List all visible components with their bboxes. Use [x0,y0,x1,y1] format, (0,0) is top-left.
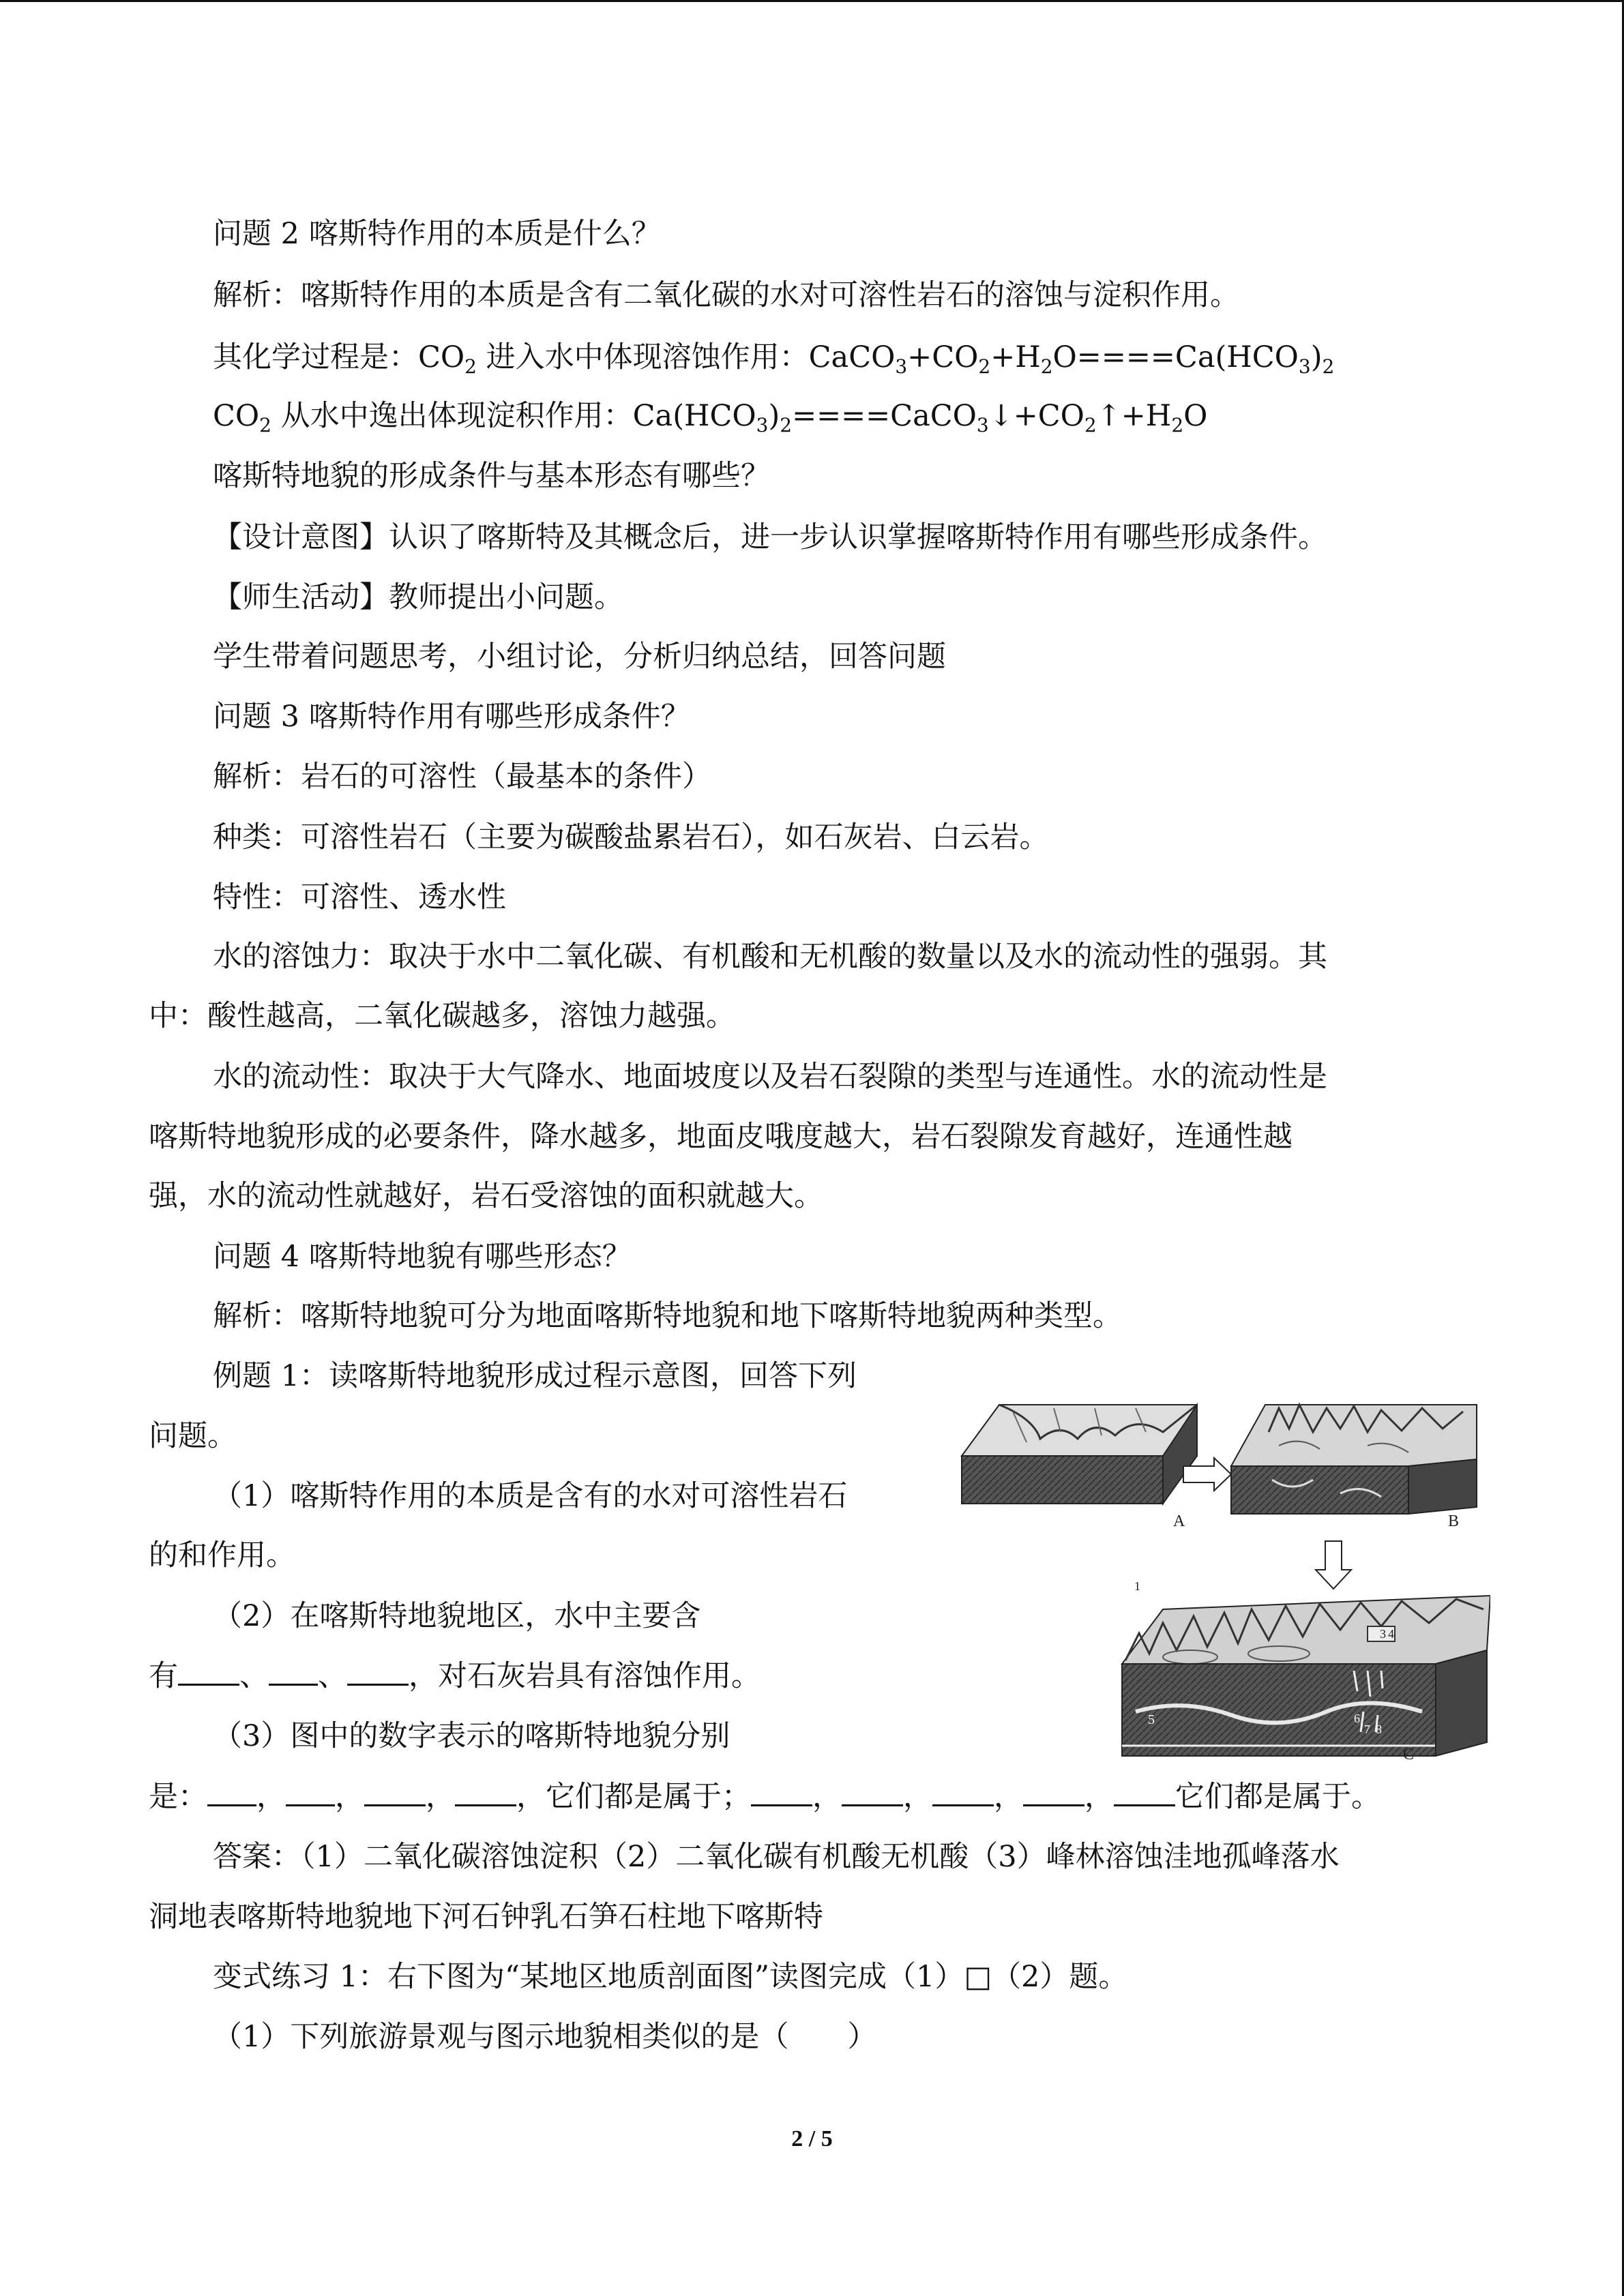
block-b-diagram [1231,1405,1477,1514]
example-1-question-3a: （3）图中的数字表示的喀斯特地貌分别 [213,1719,730,1753]
answer-blank [269,1659,318,1686]
example-1-question-2b: 有 、 、 ，对石灰岩具有溶蚀作用。 [149,1659,761,1693]
answer-blank [932,1780,994,1806]
marker-5: 5 [1148,1712,1155,1727]
example-1-question-1b: 的和作用。 [149,1538,295,1572]
flow-paragraph-line-3: 强，水的流动性就越好，岩石受溶蚀的面积就越大。 [149,1179,823,1213]
marker-7: 7 [1364,1723,1370,1736]
conditions-question: 喀斯特地貌的形成条件与基本形态有哪些？ [213,459,770,493]
marker-3: 3 [1380,1627,1386,1641]
answer-blank [751,1780,812,1806]
question-3-answer: 解析：岩石的可溶性（最基本的条件） [213,760,711,794]
answer-key-line-1: 答案：（1）二氧化碳溶蚀淀积（2）二氧化碳有机酸无机酸（3）峰林溶蚀洼地孤峰落水 [213,1840,1340,1874]
marker-8: 8 [1376,1723,1382,1736]
rock-properties: 特性：可溶性、透水性 [213,880,506,914]
question-2-title: 问题 2 喀斯特作用的本质是什么？ [213,217,661,251]
answer-blank [347,1659,409,1686]
rock-kinds: 种类：可溶性岩石（主要为碳酸盐累岩石），如石灰岩、白云岩。 [213,820,1049,854]
answer-blank [178,1659,239,1686]
answer-blank [842,1780,903,1806]
arrow-b-to-c [1316,1541,1351,1589]
chemical-equation-deposition: $CO_2$ 从水中逸出体现淀积作用：$Ca(HCO_3)_2====CaCO_3↓+CO_2↑+H_2O$ [213,399,1208,436]
question-4-title: 问题 4 喀斯特地貌有哪些形态？ [213,1240,632,1274]
marker-1: 1 [1134,1579,1140,1593]
answer-blank [1023,1780,1084,1806]
page-number: 2 / 5 [791,2126,833,2151]
marker-6: 6 [1354,1712,1360,1725]
answer-blank [207,1780,256,1806]
example-1-question-1a: （1）喀斯特作用的本质是含有的水对可溶性岩石 [213,1479,848,1513]
question-3-title: 问题 3 喀斯特作用有哪些形成条件？ [213,700,690,734]
answer-key-line-2: 洞地表喀斯特地貌地下河石钟乳石笋石柱地下喀斯特 [149,1900,823,1934]
answer-blank [286,1780,335,1806]
student-discussion: 学生带着问题思考，小组讨论，分析归纳总结，回答问题 [213,640,946,674]
label-a: A [1173,1512,1185,1530]
block-a-diagram [962,1405,1197,1504]
label-c: C [1403,1746,1415,1763]
chemical-equation-dissolution: 其化学过程是：$CO_2$ 进入水中体现溶蚀作用：$CaCO_3+CO_2+H_2O====Ca(HCO_3)_2$ [213,340,1335,378]
example-1-line-1: 例题 1：读喀斯特地貌形成过程示意图，回答下列 [213,1359,857,1393]
example-1-question-2a: （2）在喀斯特地貌地区，水中主要含 [213,1599,701,1633]
flow-paragraph-line-1: 水的流动性：取决于大气降水、地面坡度以及岩石裂隙的类型与连通性。水的流动性是 [213,1060,1327,1094]
question-4-answer: 解析：喀斯特地貌可分为地面喀斯特地貌和地下喀斯特地貌两种类型。 [213,1299,1122,1333]
block-c-diagram [1122,1596,1490,1756]
variant-exercise: 变式练习 1：右下图为“某地区地质剖面图”读图完成（1）□（2）题。 [213,1960,1128,1994]
variant-question-1: （1）下列旅游景观与图示地貌相类似的是（ ） [213,2020,877,2054]
marker-4: 4 [1388,1627,1394,1641]
label-b: B [1448,1512,1460,1530]
answer-blank [455,1780,516,1806]
example-1-line-2: 问题。 [149,1419,237,1453]
question-2-answer: 解析：喀斯特作用的本质是含有二氧化碳的水对可溶性岩石的溶蚀与淀积作用。 [213,278,1239,312]
erosion-paragraph-line-1: 水的溶蚀力：取决于水中二氧化碳、有机酸和无机酸的数量以及水的流动性的强弱。其 [213,940,1327,974]
page-top-border [0,0,1624,2]
teacher-student-activity: 【师生活动】教师提出小问题。 [213,580,623,614]
erosion-paragraph-line-2: 中：酸性越高，二氧化碳越多，溶蚀力越强。 [149,999,735,1033]
flow-paragraph-line-2: 喀斯特地貌形成的必要条件，降水越多，地面皮哦度越大，岩石裂隙发育越好，连通性越 [149,1120,1293,1154]
answer-blank [364,1780,426,1806]
example-1-question-3b: 是： ， ， ， ，它们都是属于； ， ， ， ， 它们都是属于。 [149,1780,1381,1814]
design-intent: 【设计意图】认识了喀斯特及其概念后，进一步认识掌握喀斯特作用有哪些形成条件。 [213,520,1327,554]
karst-formation-diagram [958,1391,1490,1773]
answer-blank [1114,1780,1175,1806]
